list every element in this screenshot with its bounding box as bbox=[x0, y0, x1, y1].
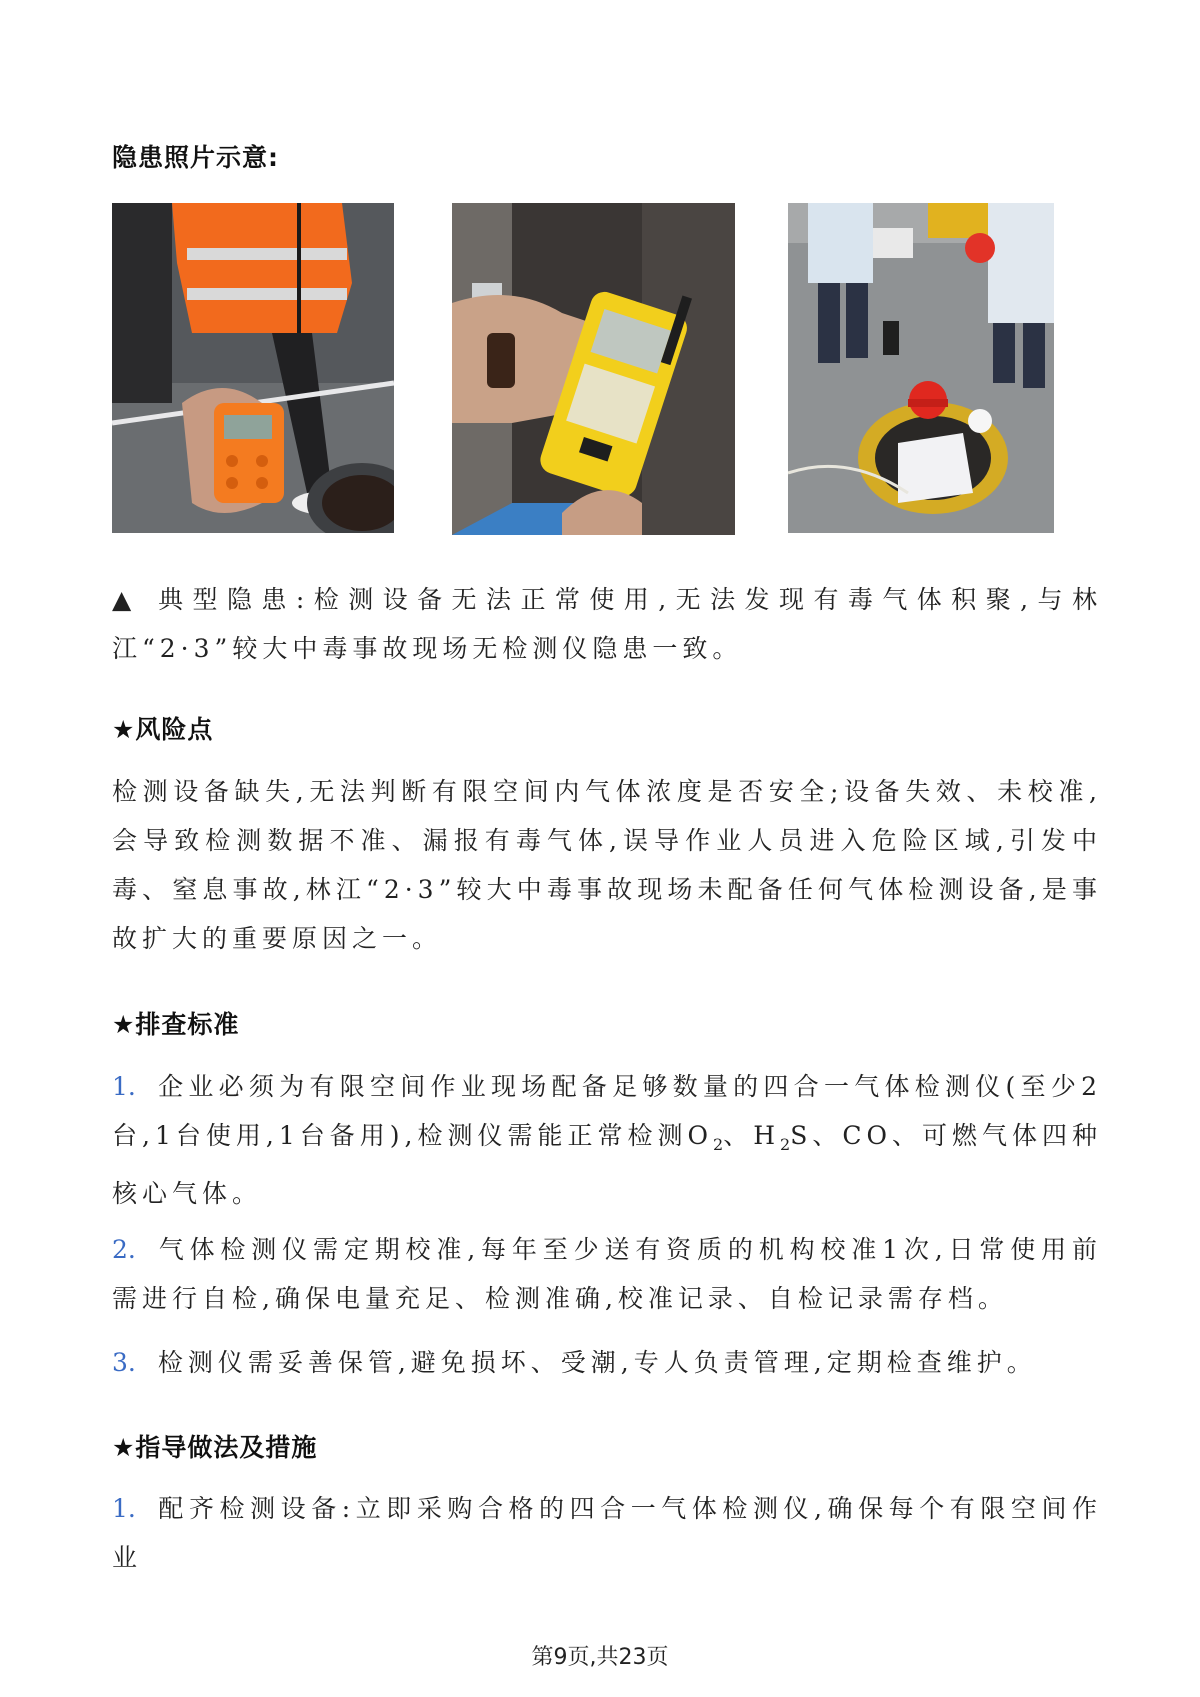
list-text: 配齐检测设备:立即采购合格的四合一气体检测仪,确保每个有限空间作业 bbox=[112, 1494, 1102, 1572]
list-number: 3. bbox=[112, 1348, 136, 1377]
photo-worker-manhole bbox=[788, 203, 1054, 533]
list-number: 1. bbox=[112, 1494, 136, 1523]
photo-yellow-detector bbox=[452, 203, 735, 535]
standard-heading: ★排查标准 bbox=[112, 1010, 240, 1039]
standard-item-2 bbox=[112, 1225, 1102, 1323]
list-text: 气体检测仪需定期校准,每年至少送有资质的机构校准1次,日常使用前需进行自检,确保电量充足、检测准确,校准记录、自检记录需存档。 bbox=[112, 1235, 1102, 1313]
list-number: 1. bbox=[112, 1072, 136, 1101]
subscript: 2 bbox=[780, 1135, 791, 1154]
list-text: 检测仪需妥善保管,避免损坏、受潮,专人负责管理,定期检查维护。 bbox=[157, 1348, 1037, 1377]
list-number: 2. bbox=[112, 1235, 136, 1264]
standard-item-1 bbox=[112, 1062, 1102, 1218]
risk-text: 检测设备缺失,无法判断有限空间内气体浓度是否安全;设备失效、未校准,会导致检测数据不准、漏报有毒气体,误导作业人员进入危险区域,引发中毒、窒息事故,林江“2·3”较大中毒事故现场未配备任何气体检测设备,是事故扩大的重要原因之一。 bbox=[112, 777, 1102, 953]
photo-caption: ▲ 典型隐患:检测设备无法正常使用,无法发现有毒气体积聚,与林江“2·3”较大中毒事故现场无检测仪隐患一致。 bbox=[112, 585, 1102, 663]
photo-orange-detector bbox=[112, 203, 394, 533]
worker-in-manhole-photo-icon bbox=[788, 203, 1054, 533]
page-footer: 第9页,共23页 bbox=[531, 1645, 669, 1670]
list-text: 、H bbox=[723, 1121, 780, 1150]
list-text: S、CO、可燃气体四种核心气体。 bbox=[112, 1121, 1102, 1208]
subscript: 2 bbox=[713, 1135, 724, 1154]
guidance-item-1 bbox=[112, 1484, 1102, 1582]
risk-heading: ★风险点 bbox=[112, 715, 214, 744]
guidance-heading: ★指导做法及措施 bbox=[112, 1433, 318, 1462]
orange-gas-detector-photo-icon bbox=[112, 203, 394, 533]
standard-item-3 bbox=[112, 1338, 1102, 1387]
yellow-gas-detector-photo-icon bbox=[452, 203, 735, 535]
photos-heading: 隐患照片示意: bbox=[112, 143, 279, 172]
list-text: 企业必须为有限空间作业现场配备足够数量的四合一气体检测仪(至少2台,1台使用,1台备用),检测仪需能正常检测O bbox=[112, 1072, 1102, 1150]
